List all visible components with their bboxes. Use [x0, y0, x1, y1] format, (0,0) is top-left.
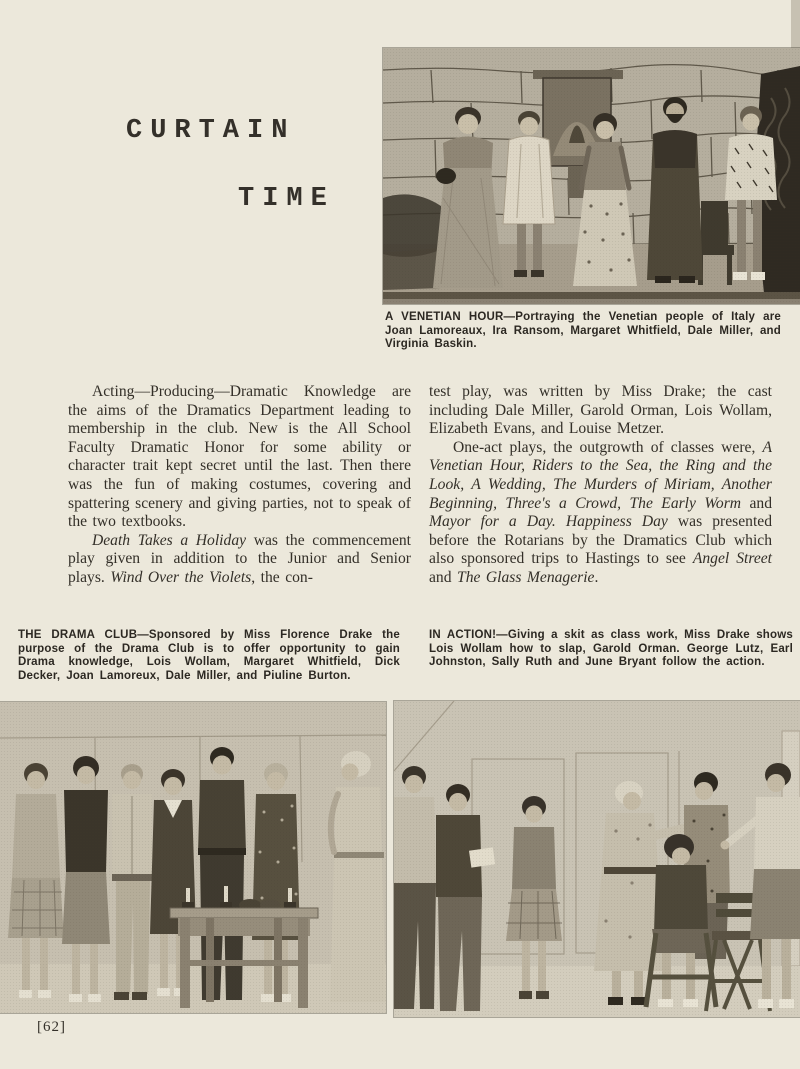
- paragraph: test play, was written by Miss Drake; the cast including Dale Miller, Garold Orman, Lois Wollam, Elizabeth Evans, and Louise Metzer.: [429, 383, 772, 438]
- venetian-photo-illustration: [383, 48, 800, 304]
- drama-club-photo-illustration: [0, 702, 386, 1013]
- venetian-caption: A VENETIAN HOUR—Portraying the Venetian people of Italy are Joan Lamoreaux, Ira Ransom, Margaret Whitfield, Dale Miller, and Virginia Baskin.: [385, 311, 781, 351]
- in-action-caption: IN ACTION!—Giving a skit as class work, Miss Drake shows Lois Wollam how to slap, Garold Orman. George Lutz, Earl Johnston, Sally Ruth and June Bryant follow the action.: [429, 629, 793, 669]
- drama-club-photo: [0, 702, 386, 1013]
- paragraph: One-act plays, the outgrowth of classes were, A Venetian Hour, Riders to the Sea, the Ring and the Look, A Wedding, The Murders of Miriam, Another Beginning, Three's a Crowd, The Early Worm and Mayor for a Day. Happiness Day was presented before the Rotarians by the Dramatics Club which also sponsored trips to Hastings to see Angel Street and The Glass Menagerie.: [429, 438, 773, 586]
- halftone-overlay: [383, 48, 800, 304]
- body-right-column: [429, 383, 772, 588]
- scan-edge-strip: [791, 0, 800, 48]
- drama-club-caption: THE DRAMA CLUB—Sponsored by Miss Florence Drake the purpose of the Drama Club is to offer opportunity to gain Drama knowledge, Lois Wollam, Margaret Whitfield, Dick Decker, Joan Lamoreux, Dale Miller, and Piuline Burton.: [18, 629, 400, 682]
- paragraph: Acting—Producing—Dramatic Knowledge are the aims of the Dramatics Department leading to membership in the club. New is the All School Faculty Dramatic Honor for some ability or character trait kept secret until the last. Then there was the fun of making costumes, covering and spattering scenery and giving parties, not to speak of the two textbooks.: [68, 383, 411, 531]
- halftone-overlay: [0, 702, 386, 1013]
- body-left-column: [68, 383, 411, 588]
- page-title-time: TIME: [238, 184, 335, 214]
- venetian-hour-photo: [383, 48, 800, 304]
- paragraph: Death Takes a Holiday was the commencement play given in addition to the Junior and Senior plays. Wind Over the Violets, the con-: [68, 531, 412, 586]
- page-title-curtain: CURTAIN: [126, 116, 296, 146]
- in-action-photo: [394, 701, 800, 1017]
- page-number: [62]: [37, 1019, 66, 1035]
- in-action-photo-illustration: [394, 701, 800, 1017]
- halftone-overlay: [394, 701, 800, 1017]
